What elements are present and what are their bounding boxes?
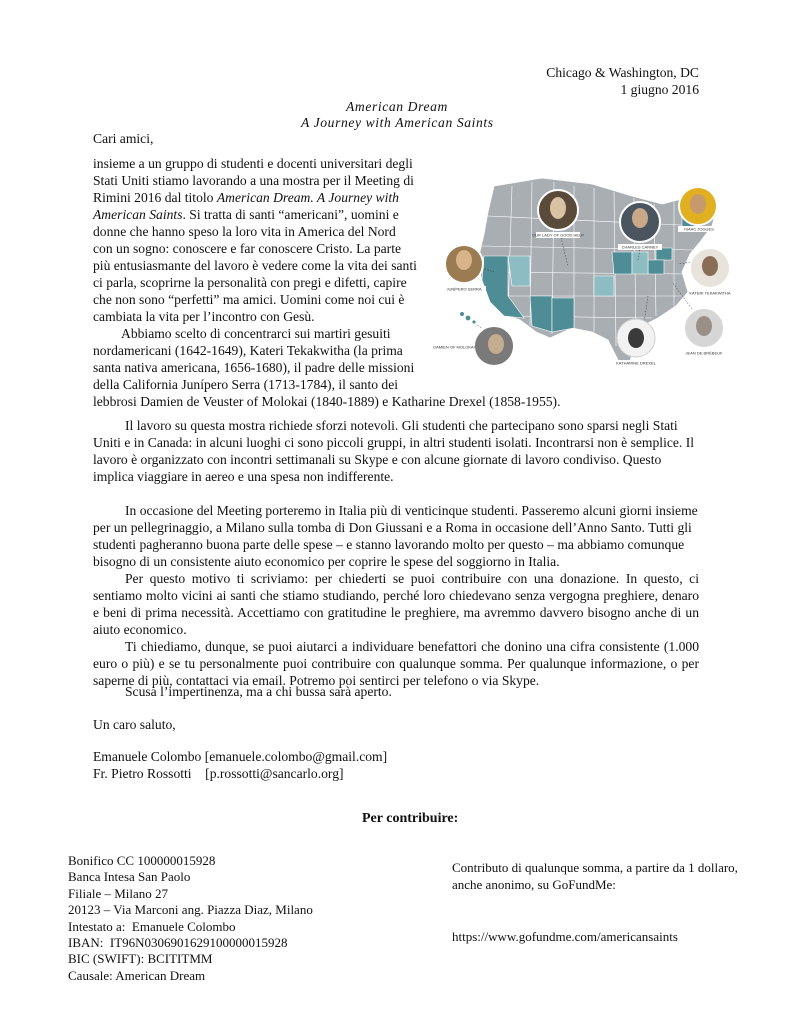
text-line: lebbrosi Damien de Veuster of Molokai (1840-1889) e Katharine Drexel (1858-1955). [93, 394, 561, 409]
text-line: Stati Uniti stiamo lavorando a una mostra per il Meeting di [93, 173, 414, 188]
bank-line: Banca Intesa San Paolo [68, 869, 191, 885]
text-line: nordamericani (1642-1649), Kateri Tekakwitha (la prima [93, 343, 403, 358]
map-label: DAMIEN OF MOLOKAI [433, 344, 475, 350]
signature-emanuele: Emanuele Colombo [emanuele.colombo@gmail.com] [93, 749, 388, 764]
saints-map-illustration [432, 156, 752, 386]
map-label: KATERI TEKAKWITHA [689, 290, 731, 296]
gofundme-info [452, 859, 738, 893]
paragraph-meeting: In occasione del Meeting porteremo in Italia più di venticinque studenti. Passeremo alcuni giorni insieme per un pellegrinaggio, a Milano sulla tomba di Don Giussani e a Roma in occasione dell’Anno Santo. Tutti gli studenti pagheranno buona parte delle spese – e stanno lavorando molto per questo – ma abbiamo comunque bisogno di un consistente aiuto economico per coprire le spese del soggiorno in Italia. [93, 503, 698, 569]
gofundme-line: anche anonimo, su GoFundMe: [452, 877, 616, 892]
map-label: OUR LADY OF GOOD HELP [532, 232, 584, 238]
text-line [93, 206, 417, 223]
bank-line: Causale: American Dream [68, 967, 206, 983]
bank-line: IBAN: IT96N0306901629100000015928 [68, 935, 288, 951]
bank-line: Bonifico CC 100000015928 [68, 853, 216, 868]
text-line: cambiata la vita per l’incontro con Gesù. [93, 309, 315, 324]
bank-line: BIC (SWIFT): BCITITMM [68, 951, 213, 967]
letter-place: Chicago & Washington, DC [546, 65, 699, 80]
map-label: ISAAC JOGUES [684, 226, 714, 232]
text-line: che non sono “perfetti” ma amici. Uomini come noi cui è [93, 292, 405, 307]
letter-date: 1 giugno 2016 [620, 82, 699, 97]
bank-line: 20123 – Via Marconi ang. Piazza Diaz, Milano [68, 902, 313, 918]
text-line: Abbiamo scelto di concentrarci sui martiri gesuiti [121, 326, 391, 341]
text-line: ci parla, scoprirne la personalità con pregi e difetti, capire [93, 275, 407, 290]
text-line: più entusiasmante del lavoro è vedere come la vita dei santi [93, 258, 417, 273]
gofundme-link[interactable]: https://www.gofundme.com/americansaints [452, 929, 678, 944]
italic-title: American Dream. A Journey with [216, 190, 399, 205]
paragraph-request: Ti chiediamo, dunque, se puoi aiutarci a individuare benefattori che donino una cifra consistente (1.000 euro o più) e se tu personalmente puoi contribuire con qualunque somma. Per qualunque informazione, o per saperne di più, contattaci via email. Potremo poi sentirci per telefono o via Skype. [93, 639, 699, 688]
text-line: donne che hanno speso la loro vita in America del Nord [93, 224, 396, 239]
text-line: insieme a un gruppo di studenti e docenti universitari degli [93, 156, 413, 171]
map-label: CHARLES CARNEY [621, 244, 659, 250]
bank-transfer-details [68, 853, 313, 984]
gofundme-line: Contributo di qualunque somma, a partire da 1 dollaro, [452, 860, 738, 875]
exhibit-title-line1: American Dream [346, 99, 448, 114]
bank-line: Filiale – Milano 27 [68, 885, 169, 901]
paragraph-logistics: Il lavoro su questa mostra richiede sforzi notevoli. Gli studenti che partecipano sono sparsi negli Stati Uniti e in Canada: in alcuni luoghi ci sono piccoli gruppi, in altri studenti isolati. Incontrarsi non è semplice. Il lavoro è organizzato con incontri settimanali su Skype e con alcune giornate di lavoro condiviso. Questo implica viaggiare in aereo e una spesa non indifferente. [93, 418, 695, 484]
greeting: Cari amici, [93, 131, 154, 146]
exhibit-title-line2: A Journey with American Saints [301, 115, 494, 130]
closing-salutation: Un caro saluto, [93, 717, 176, 732]
signature-pietro: Fr. Pietro Rossotti [p.rossotti@sancarlo.org] [93, 766, 344, 781]
text-line [93, 189, 417, 206]
text-line: santa nativa americana, 1656-1680), il padre delle missioni [93, 360, 415, 375]
bank-line: Intestato a: Emanuele Colombo [68, 918, 236, 934]
italic-title: American Saints [93, 207, 183, 222]
map-label: JEAN DE BRÉBEUF [685, 350, 723, 356]
text-line: della California Junípero Serra (1713-1784), il santo dei [93, 377, 399, 392]
paragraph-donation: Per questo motivo ti scriviamo: per chiederti se puoi contribuire con una donazione. In questo, ci sentiamo molto vicini ai santi che stiamo studiando, perché loro chiedevano senza vergogna preghiere, denaro e beni di prima necessità. Accettiamo con gratitudine le preghiere, ma avremmo davvero bisogno anche di un aiuto economico. [93, 571, 699, 637]
text-span: Rimini 2016 dal titolo [93, 190, 217, 205]
paragraph-intro [93, 155, 417, 325]
contribute-heading: Per contribuire: [362, 811, 459, 826]
map-label: KATHARINE DREXEL [616, 360, 656, 366]
text-line: con un sogno: conoscere e far conoscere Cristo. La parte [93, 241, 402, 256]
map-label: JUNÍPERO SERRA [446, 286, 482, 292]
text-span: . Si tratta di santi “americani”, uomini e [182, 207, 399, 222]
body-paragraphs [93, 417, 699, 689]
paragraph-closing-remark: Scusa l’impertinenza, ma a chi bussa sarà aperto. [125, 684, 392, 699]
